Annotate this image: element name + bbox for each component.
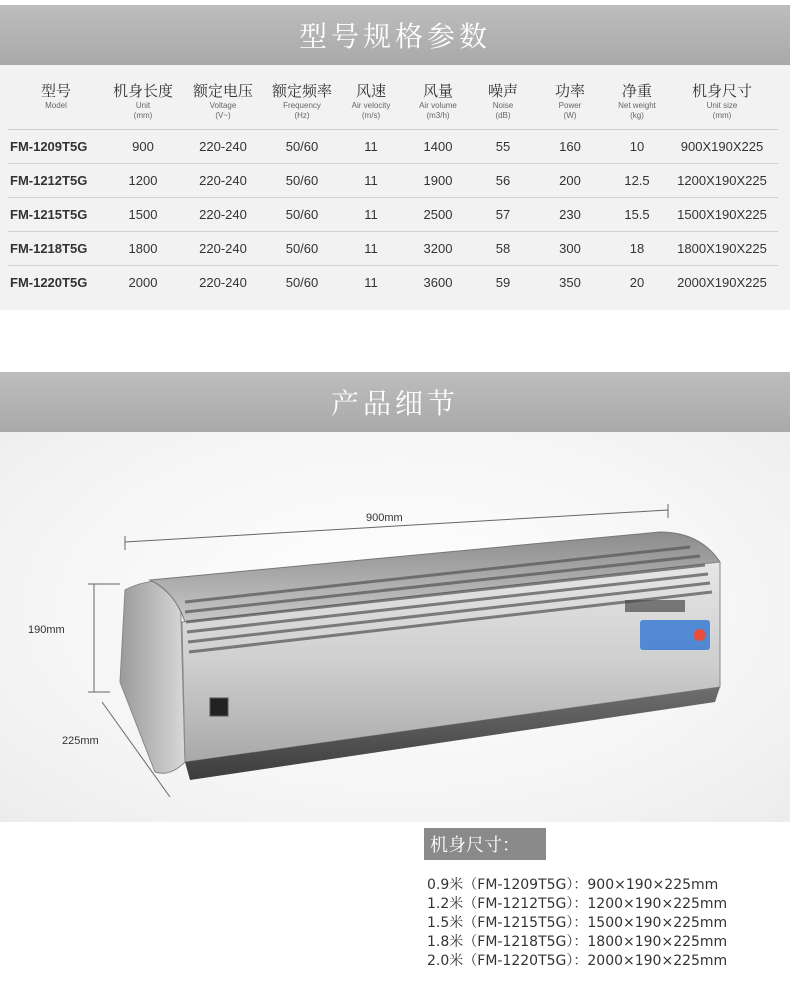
spec-value-cell: 220-240 [182, 164, 264, 198]
detail-section-banner [0, 372, 790, 432]
spec-header-en: Air volume [419, 101, 457, 110]
spec-value-cell: 900 [104, 130, 182, 164]
spec-header-cell [182, 83, 264, 130]
spec-value-cell: 50/60 [264, 164, 340, 198]
spec-header-en: Unit size [706, 101, 738, 110]
spec-value-cell: 50/60 [264, 198, 340, 232]
spec-model-cell: FM-1220T5G [8, 266, 104, 300]
spec-model-cell: FM-1215T5G [8, 198, 104, 232]
spec-value-cell: 900X190X225 [666, 130, 778, 164]
spec-value-cell: 1200 [104, 164, 182, 198]
spec-value-cell: 3600 [402, 266, 474, 300]
spec-value-cell: 11 [340, 198, 402, 232]
spec-header-cell [608, 83, 666, 130]
spec-header-cn: 额定频率 [271, 83, 332, 100]
spec-header-cell [402, 83, 474, 130]
spec-section-title: 型号规格参数 [298, 21, 491, 52]
spec-row [8, 198, 778, 232]
spec-header-cell [340, 83, 402, 130]
spec-header-cell [532, 83, 608, 130]
size-line: 0.9米（FM-1209T5G）：900×190×225mm [427, 877, 719, 893]
spec-value-cell: 1900 [402, 164, 474, 198]
spec-value-cell: 55 [474, 130, 532, 164]
spec-value-cell: 11 [340, 232, 402, 266]
power-switch [210, 698, 228, 716]
spec-value-cell: 220-240 [182, 266, 264, 300]
spec-header-unit: (Hz) [294, 111, 310, 120]
spec-row [8, 266, 778, 300]
spec-header-cn: 机身长度 [112, 83, 173, 100]
spec-value-cell: 50/60 [264, 266, 340, 300]
spec-header-unit: (W) [563, 111, 577, 120]
spec-value-cell: 12.5 [608, 164, 666, 198]
spec-header-cell [104, 83, 182, 130]
spec-header-unit: (dB) [495, 111, 511, 120]
spec-header-unit: (mm) [133, 111, 153, 120]
spec-header-en: Air velocity [351, 101, 391, 110]
spec-header-cn: 风速 [355, 83, 386, 100]
spec-header-unit: (m3/h) [426, 111, 450, 120]
spec-value-cell: 1200X190X225 [666, 164, 778, 198]
dimension-length-label: 900mm [366, 512, 403, 524]
spec-value-cell: 220-240 [182, 130, 264, 164]
size-line: 2.0米（FM-1220T5G）：2000×190×225mm [427, 953, 728, 969]
spec-header-cn: 净重 [621, 83, 652, 100]
dimension-height-label: 190mm [28, 624, 65, 636]
spec-value-cell: 11 [340, 130, 402, 164]
spec-value-cell: 50/60 [264, 130, 340, 164]
spec-header-cn: 功率 [554, 83, 585, 100]
spec-value-cell: 300 [532, 232, 608, 266]
spec-header-en: Model [45, 101, 67, 110]
spec-value-cell: 10 [608, 130, 666, 164]
spec-value-cell: 50/60 [264, 232, 340, 266]
spec-header-cell [8, 83, 104, 130]
spec-header-cn: 机身尺寸 [691, 83, 752, 100]
spec-value-cell: 2000X190X225 [666, 266, 778, 300]
spec-value-cell: 1800X190X225 [666, 232, 778, 266]
spec-value-cell: 350 [532, 266, 608, 300]
product-image-area [0, 432, 790, 822]
spec-header-cell [264, 83, 340, 130]
spec-value-cell: 1500X190X225 [666, 198, 778, 232]
spec-value-cell: 58 [474, 232, 532, 266]
spec-value-cell: 1800 [104, 232, 182, 266]
spec-value-cell: 18 [608, 232, 666, 266]
spec-row [8, 130, 778, 164]
spec-value-cell: 11 [340, 164, 402, 198]
spec-value-cell: 1400 [402, 130, 474, 164]
spec-value-cell: 15.5 [608, 198, 666, 232]
spec-row [8, 232, 778, 266]
energy-label-mark [694, 629, 706, 641]
spec-header-row [8, 83, 778, 130]
spec-header-cn: 型号 [40, 83, 71, 100]
spec-header-en: Net weight [618, 101, 656, 110]
spec-table [8, 83, 778, 299]
spec-header-en: Unit [135, 101, 151, 110]
size-section-title: 机身尺寸： [430, 835, 520, 855]
spec-value-cell: 56 [474, 164, 532, 198]
spec-panel [0, 65, 790, 310]
dimension-depth-label: 225mm [62, 735, 99, 747]
size-line: 1.8米（FM-1218T5G）：1800×190×225mm [427, 934, 728, 950]
spec-body [8, 130, 778, 300]
spec-value-cell: 20 [608, 266, 666, 300]
spec-model-cell: FM-1209T5G [8, 130, 104, 164]
spec-value-cell: 57 [474, 198, 532, 232]
spec-header-en: Noise [492, 101, 514, 110]
spec-header-unit: (mm) [712, 111, 732, 120]
size-line: 1.2米（FM-1212T5G）：1200×190×225mm [427, 896, 728, 912]
brand-logo [625, 600, 685, 612]
spec-value-cell: 2000 [104, 266, 182, 300]
spec-header-unit: (kg) [630, 111, 644, 120]
spec-header-en: Frequency [283, 101, 321, 110]
spec-header-cell [666, 83, 778, 130]
spec-value-cell: 230 [532, 198, 608, 232]
spec-value-cell: 220-240 [182, 232, 264, 266]
size-list [427, 876, 787, 971]
detail-section-title: 产品细节 [330, 388, 459, 419]
spec-value-cell: 1500 [104, 198, 182, 232]
spec-value-cell: 160 [532, 130, 608, 164]
air-curtain-illustration [0, 432, 790, 822]
spec-section-banner [0, 5, 790, 65]
spec-header-cn: 额定电压 [192, 83, 253, 100]
spec-model-cell: FM-1218T5G [8, 232, 104, 266]
spec-value-cell: 220-240 [182, 198, 264, 232]
spec-header-unit: (m/s) [361, 111, 381, 120]
size-section-title-box [424, 828, 546, 860]
left-side-panel [120, 581, 185, 774]
spec-value-cell: 59 [474, 266, 532, 300]
spec-model-cell: FM-1212T5G [8, 164, 104, 198]
spec-header-cn: 风量 [422, 83, 453, 100]
spec-value-cell: 2500 [402, 198, 474, 232]
spec-header-cell [474, 83, 532, 130]
spec-header-unit: (V~) [215, 111, 231, 120]
spec-header-en: Power [558, 101, 582, 110]
spec-row [8, 164, 778, 198]
spec-value-cell: 3200 [402, 232, 474, 266]
dimension-height-line [88, 584, 120, 692]
spec-value-cell: 11 [340, 266, 402, 300]
spec-header-cn: 噪声 [487, 83, 518, 100]
spec-value-cell: 200 [532, 164, 608, 198]
size-line: 1.5米（FM-1215T5G）：1500×190×225mm [427, 915, 728, 931]
spec-header-en: Voltage [209, 101, 237, 110]
